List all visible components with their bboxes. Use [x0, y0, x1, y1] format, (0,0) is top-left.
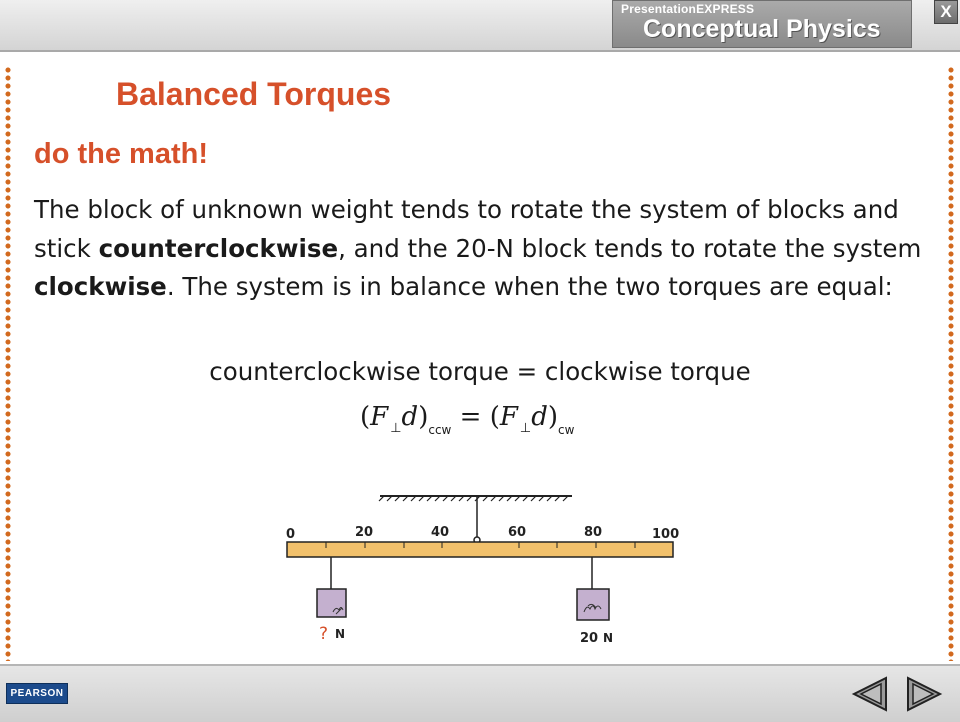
brand-prefix: Presentation	[621, 2, 697, 16]
formula-force: F	[499, 402, 518, 432]
previous-slide-button[interactable]	[850, 674, 890, 714]
formula-distance: d	[401, 402, 419, 432]
formula-sub-ccw: ccw	[428, 423, 452, 437]
para-text-3: . The system is in balance when the two torques are equal:	[166, 272, 893, 301]
scale-label: 40	[431, 525, 450, 540]
known-weight-unit: N	[603, 631, 614, 645]
formula-perp: ⊥	[519, 421, 532, 436]
brand-title: Conceptual Physics	[643, 15, 881, 43]
formula-paren: (	[489, 402, 500, 432]
pearson-logo: PEARSON	[6, 683, 68, 704]
meter-stick	[287, 542, 673, 557]
torque-equation-text: counterclockwise torque = clockwise torque	[209, 357, 751, 386]
scale-label: 80	[584, 525, 603, 540]
close-button[interactable]: X	[934, 0, 958, 24]
para-bold-counterclockwise: counterclockwise	[98, 233, 339, 263]
para-text-1: The block of unknown weight tends to rotate the system of blocks and stick	[34, 195, 899, 263]
para-text-2: , and the 20-N block tends to rotate the system	[338, 233, 922, 263]
slide-subtitle: do the math!	[34, 138, 208, 170]
known-weight-value: 20	[580, 631, 599, 646]
next-slide-button[interactable]	[904, 674, 944, 714]
formula-paren: (	[360, 402, 371, 432]
formula-equals: =	[451, 402, 490, 432]
scale-label: 100	[652, 527, 680, 542]
slide-title: Balanced Torques	[116, 76, 392, 112]
brand-bold: EXPRESS	[696, 2, 755, 16]
bottom-toolbar	[0, 664, 960, 722]
scale-label: 20	[355, 525, 374, 540]
unknown-weight-block	[317, 589, 346, 617]
para-bold-clockwise: clockwise	[34, 272, 167, 301]
formula-sub-cw: cw	[558, 423, 575, 437]
formula-paren: )	[418, 402, 429, 432]
unknown-weight-mark: ?	[319, 624, 329, 644]
formula-force: F	[370, 402, 389, 432]
scale-label: 60	[508, 525, 527, 540]
ceiling-support	[379, 496, 572, 501]
formula-perp: ⊥	[390, 421, 402, 436]
scale-label: 0	[286, 527, 296, 542]
scale-labels	[286, 525, 679, 542]
unknown-weight-unit: N	[335, 627, 346, 641]
formula-distance: d	[531, 402, 548, 432]
formula-paren: )	[547, 402, 559, 432]
